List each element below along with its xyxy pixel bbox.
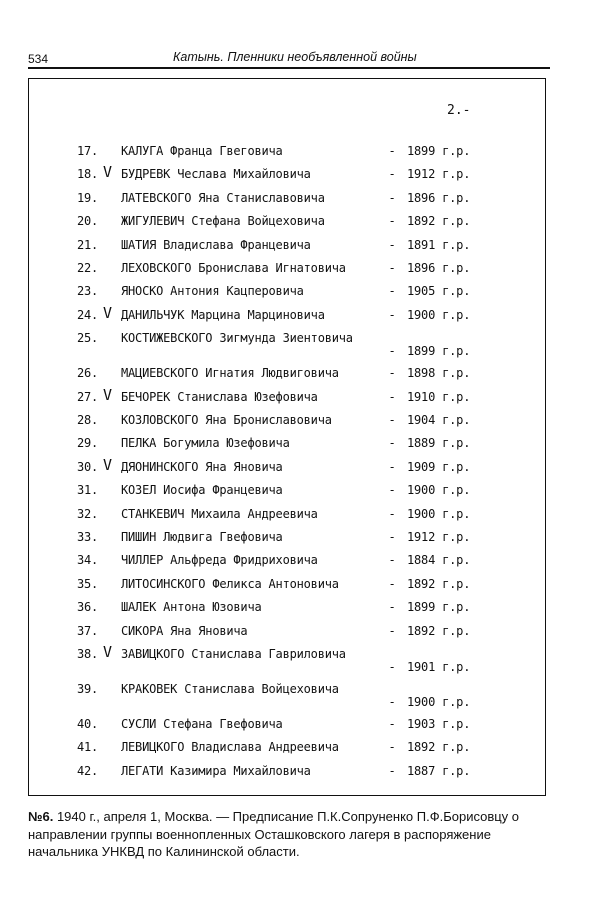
document-caption	[28, 808, 554, 861]
prisoner-name: ЛЕВИЦКОГО Владислава Андреевича	[121, 740, 339, 755]
birth-year: 1900 г.р.	[407, 506, 471, 521]
list-item-number: 40.	[77, 717, 99, 731]
prisoner-name: КАЛУГА Франца Гвеговича	[121, 144, 283, 158]
birth-year: 1900 г.р.	[407, 483, 471, 498]
check-mark: V	[103, 163, 112, 182]
list-item-number: 28.	[77, 413, 99, 427]
list-item-number: 19.	[77, 190, 99, 205]
dash-separator: -	[388, 190, 396, 205]
list-item-number: 29.	[77, 436, 99, 451]
dash-separator: -	[388, 237, 396, 252]
birth-year: 1891 г.р.	[407, 237, 471, 252]
list-item	[29, 192, 545, 212]
birth-year: 1901 г.р.	[407, 660, 471, 674]
dash-separator: -	[388, 344, 396, 359]
list-item-number: 35.	[77, 576, 99, 591]
list-item-number: 24.	[77, 307, 99, 322]
list-item	[29, 741, 545, 761]
sheet-number: 2.-	[447, 103, 471, 118]
list-item-number: 25.	[77, 331, 99, 346]
birth-year: 1892 г.р.	[407, 576, 471, 591]
birth-year: 1903 г.р.	[407, 717, 471, 731]
dash-separator: -	[388, 366, 396, 381]
birth-year: 1896 г.р.	[407, 261, 471, 275]
list-item-number: 23.	[77, 284, 99, 299]
list-item-number: 41.	[77, 740, 99, 755]
list-item	[29, 385, 545, 411]
list-item-number: 22.	[77, 261, 99, 275]
list-item	[29, 437, 545, 457]
list-item-number: 36.	[77, 600, 99, 615]
list-item	[29, 508, 545, 528]
list-item-number: 32.	[77, 506, 99, 521]
dash-separator: -	[388, 740, 396, 755]
birth-year: 1909 г.р.	[407, 459, 471, 474]
list-item	[29, 455, 545, 481]
prisoner-name: СИКОРА Яна Яновича	[121, 623, 248, 638]
dash-separator: -	[388, 261, 396, 275]
dash-separator: -	[388, 483, 396, 498]
dash-separator: -	[388, 695, 396, 709]
birth-year: 1899 г.р.	[407, 344, 471, 359]
archival-document-facsimile	[28, 78, 546, 796]
birth-year: 1898 г.р.	[407, 366, 471, 381]
list-item-number: 39.	[77, 682, 99, 696]
birth-year: 1899 г.р.	[407, 600, 471, 615]
prisoner-name: КРАКОВЕК Станислава Войцеховича	[121, 682, 339, 696]
prisoner-name: ЛЕХОВСКОГО Бронислава Игнатовича	[121, 261, 346, 275]
list-item	[29, 554, 545, 574]
prisoner-name: ЯНОСКО Антония Кацперовича	[121, 284, 304, 299]
list-item-number: 20.	[77, 214, 99, 229]
dash-separator: -	[388, 214, 396, 229]
list-item	[29, 215, 545, 235]
header-rule	[28, 67, 550, 69]
prisoner-name: ШАЛЕК Антона Юзовича	[121, 600, 262, 615]
dash-separator: -	[388, 459, 396, 474]
prisoner-name: ЛИТОСИНСКОГО Феликса Антоновича	[121, 576, 339, 591]
list-item	[29, 718, 545, 738]
dash-separator: -	[388, 530, 396, 544]
prisoner-name: ЛАТЕВСКОГО Яна Станиславовича	[121, 190, 325, 205]
check-mark: V	[103, 385, 112, 404]
prisoner-name: БЕЧОРЕК Станислава Юзефовича	[121, 389, 318, 404]
check-mark: V	[103, 643, 112, 661]
list-item	[29, 239, 545, 259]
list-item	[29, 683, 545, 717]
list-item-number: 38.	[77, 647, 99, 661]
dash-separator: -	[388, 763, 396, 778]
list-item-number: 18.	[77, 167, 99, 182]
list-item	[29, 643, 545, 682]
list-item	[29, 484, 545, 504]
dash-separator: -	[388, 506, 396, 521]
prisoner-name: ЛЕГАТИ Казимира Михайловича	[121, 763, 311, 778]
birth-year: 1896 г.р.	[407, 190, 471, 205]
prisoner-name: ЗАВИЦКОГО Станислава Гавриловича	[121, 647, 346, 661]
dash-separator: -	[388, 600, 396, 615]
birth-year: 1900 г.р.	[407, 307, 471, 322]
dash-separator: -	[388, 576, 396, 591]
list-item	[29, 601, 545, 621]
list-item	[29, 145, 545, 165]
prisoner-name: ЖИГУЛЕВИЧ Стефана Войцеховича	[121, 214, 325, 229]
birth-year: 1892 г.р.	[407, 623, 471, 638]
prisoner-name: ДЯОНИНСКОГО Яна Яновича	[121, 459, 283, 474]
list-item	[29, 578, 545, 598]
list-item	[29, 414, 545, 434]
prisoner-name: ЧИЛЛЕР Альфреда Фридриховича	[121, 553, 318, 568]
list-item	[29, 531, 545, 551]
dash-separator: -	[388, 284, 396, 299]
check-mark: V	[103, 455, 112, 474]
prisoner-name: ПИШИН Людвига Гвефовича	[121, 530, 283, 544]
prisoner-name: СТАНКЕВИЧ Михаила Андреевича	[121, 506, 318, 521]
list-item-number: 42.	[77, 763, 99, 778]
birth-year: 1892 г.р.	[407, 740, 471, 755]
list-item-number: 17.	[77, 144, 99, 158]
running-title: Катынь. Пленники необъявленной войны	[173, 50, 417, 64]
prisoner-name: КОЗЕЛ Иосифа Францевича	[121, 483, 283, 498]
check-mark: V	[103, 303, 112, 322]
page-number: 534	[28, 52, 49, 66]
list-item-number: 21.	[77, 237, 99, 252]
list-item	[29, 625, 545, 645]
birth-year: 1892 г.р.	[407, 214, 471, 229]
list-item	[29, 332, 545, 366]
birth-year: 1912 г.р.	[407, 167, 471, 182]
list-item	[29, 285, 545, 305]
dash-separator: -	[388, 389, 396, 404]
birth-year: 1889 г.р.	[407, 436, 471, 451]
dash-separator: -	[388, 307, 396, 322]
birth-year: 1912 г.р.	[407, 530, 471, 544]
prisoner-name: БУДРЕВК Чеслава Михайловича	[121, 167, 311, 182]
dash-separator: -	[388, 553, 396, 568]
dash-separator: -	[388, 623, 396, 638]
list-item-number: 27.	[77, 389, 99, 404]
list-item-number: 31.	[77, 483, 99, 498]
prisoner-name: КОСТИЖЕВСКОГО Зигмунда Зиентовича	[121, 331, 353, 346]
dash-separator: -	[388, 144, 396, 158]
birth-year: 1900 г.р.	[407, 695, 471, 709]
prisoner-name: СУСЛИ Стефана Гвефовича	[121, 717, 283, 731]
birth-year: 1910 г.р.	[407, 389, 471, 404]
list-item	[29, 765, 545, 785]
dash-separator: -	[388, 717, 396, 731]
prisoner-name: ПЕЛКА Богумила Юзефовича	[121, 436, 290, 451]
list-item-number: 33.	[77, 530, 99, 544]
list-item-number: 30.	[77, 459, 99, 474]
birth-year: 1905 г.р.	[407, 284, 471, 299]
dash-separator: -	[388, 167, 396, 182]
list-item	[29, 163, 545, 188]
list-item-number: 26.	[77, 366, 99, 381]
list-item	[29, 262, 545, 282]
birth-year: 1899 г.р.	[407, 144, 471, 158]
prisoner-name: ДАНИЛЬЧУК Марцина Марциновича	[121, 307, 325, 322]
list-item-number: 34.	[77, 553, 99, 568]
document-description: 1940 г., апреля 1, Москва. — Предписание П.К.Сопруненко П.Ф.Борисовцу о направлении группы военнопленных Осташковского лагеря в распоряжение начальника УНКВД по Калининской области.	[28, 809, 520, 859]
dash-separator: -	[388, 436, 396, 451]
list-item-number: 37.	[77, 623, 99, 638]
list-item	[29, 303, 545, 329]
birth-year: 1884 г.р.	[407, 553, 471, 568]
dash-separator: -	[388, 660, 396, 674]
list-item	[29, 367, 545, 387]
document-number: №6.	[28, 809, 54, 824]
birth-year: 1887 г.р.	[407, 763, 471, 778]
prisoner-name: КОЗЛОВСКОГО Яна Брониславовича	[121, 413, 332, 427]
prisoner-name: МАЦИЕВСКОГО Игнатия Людвиговича	[121, 366, 339, 381]
birth-year: 1904 г.р.	[407, 413, 471, 427]
prisoner-name: ШАТИЯ Владислава Францевича	[121, 237, 311, 252]
page-header	[28, 48, 550, 68]
dash-separator: -	[388, 413, 396, 427]
